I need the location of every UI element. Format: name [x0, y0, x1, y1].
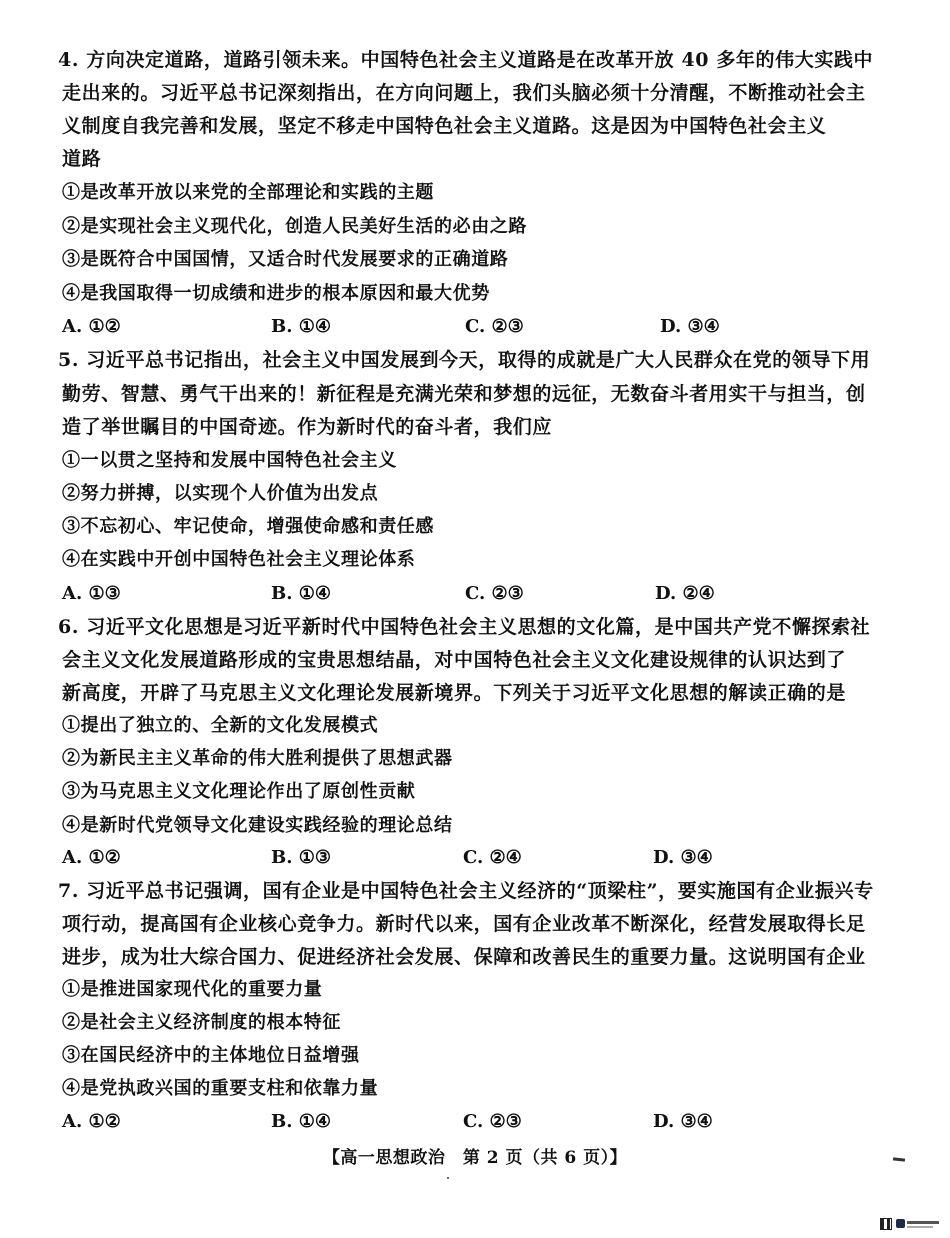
question-6-option-2: ②为新民主主义革命的伟大胜利提供了思想武器 [62, 748, 453, 769]
question-6-choice-c[interactable]: C. ②④ [463, 847, 522, 868]
question-7-option-3: ③在国民经济中的主体地位日益增强 [62, 1045, 360, 1066]
question-5-choice-c[interactable]: C. ②③ [465, 583, 524, 604]
question-7-choice-a[interactable]: A. ①② [62, 1111, 121, 1132]
scanner-logo [896, 1219, 940, 1229]
question-4-option-3: ③是既符合中国国情，又适合时代发展要求的正确道路 [62, 249, 509, 270]
question-6-stem-line-1: 6. 习近平文化思想是习近平新时代中国特色社会主义思想的文化篇，是中国共产党不懈探索社 [58, 616, 871, 638]
question-4-stem-line-3: 义制度自我完善和发展，坚定不移走中国特色社会主义道路。这是因为中国特色社会主义 [62, 115, 827, 137]
question-6-choice-b[interactable]: B. ①③ [271, 847, 332, 868]
question-5-option-3: ③不忘初心、牢记使命，增强使命感和责任感 [62, 516, 434, 537]
question-4-option-1: ①是改革开放以来党的全部理论和实践的主题 [62, 182, 434, 203]
question-6-stem-line-3: 新高度，开辟了马克思主义文化理论发展新境界。下列关于习近平文化思想的解读正确的是 [62, 682, 847, 704]
question-5-option-2: ②努力拼搏，以实现个人价值为出发点 [62, 483, 379, 504]
question-5-choice-d[interactable]: D. ②④ [655, 583, 715, 604]
question-7-stem-line-2: 项行动，提高国有企业核心竞争力。新时代以来，国有企业改革不断深化，经营发展取得长足 [62, 913, 866, 935]
question-4-choice-b[interactable]: B. ①④ [271, 316, 332, 337]
question-4-stem-line-4: 道路 [62, 148, 102, 170]
question-5-option-4: ④在实践中开创中国特色社会主义理论体系 [62, 549, 416, 570]
question-4-choice-d[interactable]: D. ③④ [660, 316, 720, 337]
question-6-option-3: ③为马克思主义文化理论作出了原创性贡献 [62, 781, 416, 802]
question-6-choice-a[interactable]: A. ①② [62, 847, 121, 868]
question-5-option-1: ①一以贯之坚持和发展中国特色社会主义 [62, 450, 397, 471]
question-4-choice-a[interactable]: A. ①② [62, 316, 121, 337]
question-5-choice-b[interactable]: B. ①④ [271, 583, 332, 604]
question-7-option-1: ①是推进国家现代化的重要力量 [62, 979, 323, 1000]
page-footer: 【高一思想政治 第 2 页（共 6 页）】 [322, 1148, 628, 1168]
scan-dot [447, 1177, 449, 1179]
question-6-choice-d[interactable]: D. ③④ [653, 847, 713, 868]
question-4-stem-line-1: 4. 方向决定道路，道路引领未来。中国特色社会主义道路是在改革开放 40 多年的伟大实践中 [58, 49, 874, 71]
question-4-stem-line-2: 走出来的。习近平总书记深刻指出，在方向问题上，我们头脑必须十分清醒，不断推动社会主 [62, 82, 866, 104]
question-7-option-2: ②是社会主义经济制度的根本特征 [62, 1012, 341, 1033]
scanner-watermark [880, 1218, 940, 1232]
question-6-option-4: ④是新时代党领导文化建设实践经验的理论总结 [62, 815, 453, 836]
question-7-choice-c[interactable]: C. ②③ [463, 1111, 522, 1132]
question-7-stem-line-1: 7. 习近平总书记强调，国有企业是中国特色社会主义经济的“顶梁柱”，要实施国有企业振兴专 [58, 880, 874, 902]
question-5-stem-line-1: 5. 习近平总书记指出，社会主义中国发展到今天，取得的成就是广大人民群众在党的领导下用 [58, 349, 871, 371]
question-5-stem-line-3: 造了举世瞩目的中国奇迹。作为新时代的奋斗者，我们应 [62, 416, 553, 438]
question-6-stem-line-2: 会主义文化发展道路形成的宝贵思想结晶，对中国特色社会主义文化建设规律的认识达到了 [62, 649, 847, 671]
question-5-stem-line-2: 勤劳、智慧、勇气干出来的！新征程是充满光荣和梦想的远征，无数奋斗者用实干与担当，创 [62, 383, 866, 405]
question-5-choice-a[interactable]: A. ①③ [62, 583, 121, 604]
question-4-option-2: ②是实现社会主义现代化，创造人民美好生活的必由之路 [62, 216, 527, 237]
question-7-choice-d[interactable]: D. ③④ [653, 1111, 713, 1132]
qr-code-icon [880, 1218, 892, 1230]
question-4-option-4: ④是我国取得一切成绩和进步的根本原因和最大优势 [62, 283, 490, 304]
question-4-choice-c[interactable]: C. ②③ [465, 316, 524, 337]
question-7-choice-b[interactable]: B. ①④ [271, 1111, 332, 1132]
question-7-stem-line-3: 进步，成为壮大综合国力、促进经济社会发展、保障和改善民生的重要力量。这说明国有企业 [62, 946, 866, 968]
question-6-option-1: ①提出了独立的、全新的文化发展模式 [62, 715, 379, 736]
question-7-option-4: ④是党执政兴国的重要支柱和依靠力量 [62, 1078, 379, 1099]
